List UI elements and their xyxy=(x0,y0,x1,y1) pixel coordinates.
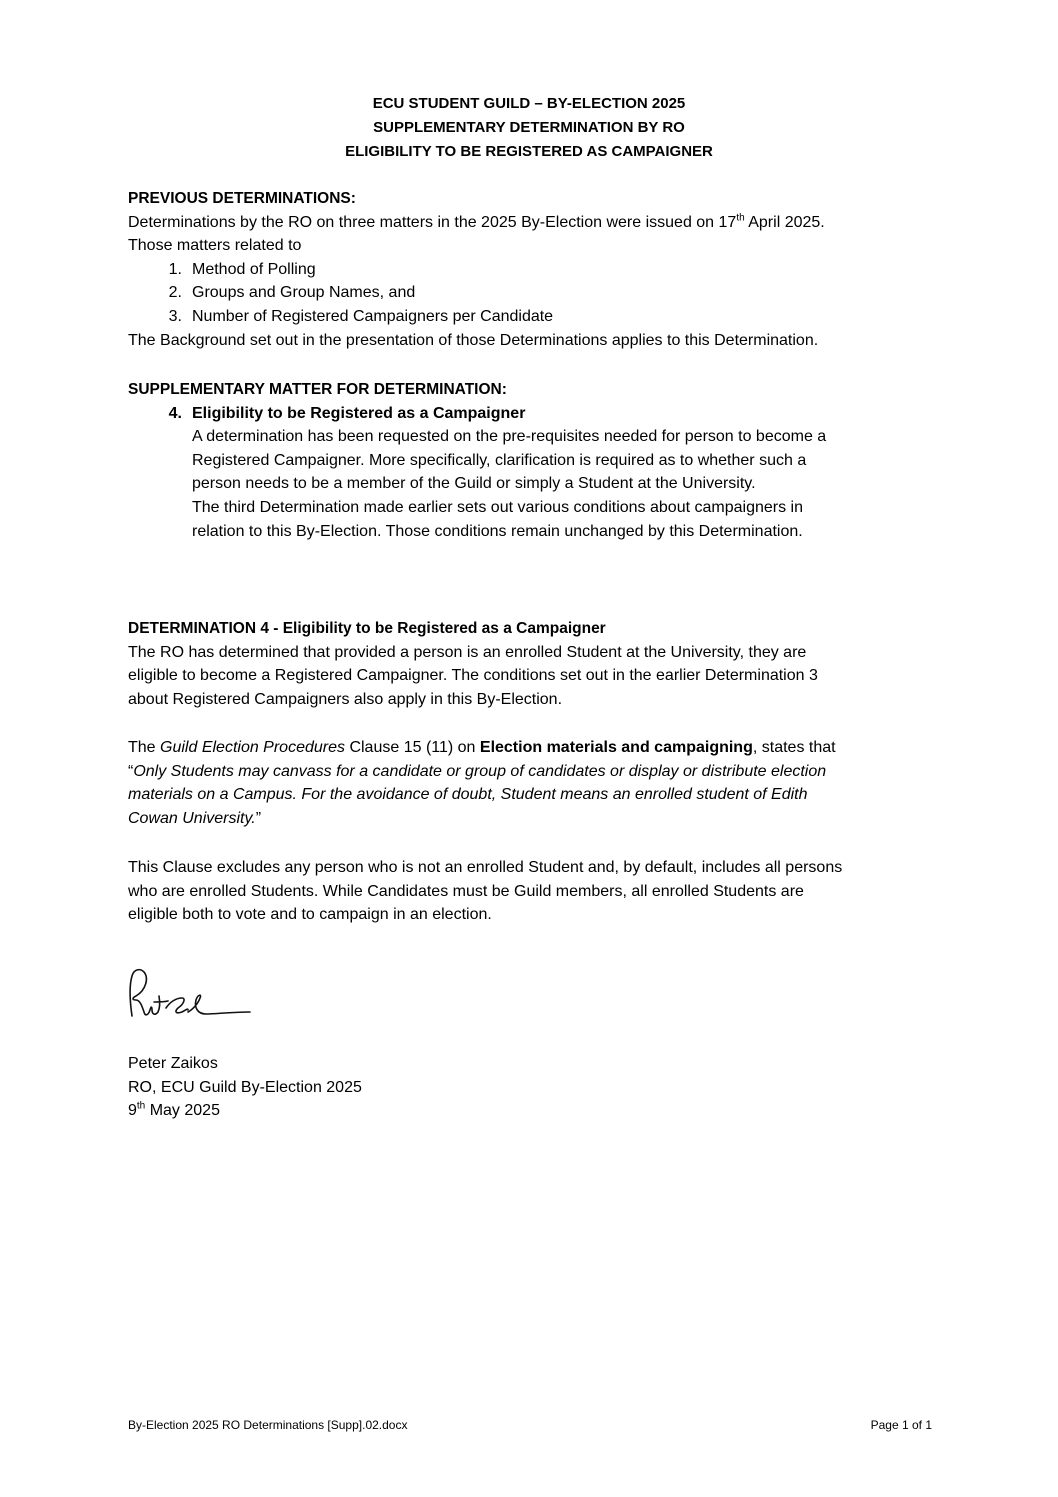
previous-heading: PREVIOUS DETERMINATIONS: xyxy=(128,190,356,207)
footer-filename: By-Election 2025 RO Determinations [Supp].02.docx xyxy=(128,1418,408,1432)
list-item: 3. Number of Registered Campaigners per Candidate xyxy=(168,307,554,325)
supplementary-item-title: 4. Eligibility to be Registered as a Campaigner xyxy=(168,404,526,422)
supplementary-body xyxy=(128,425,928,543)
clause-quote-line: Cowan University.” xyxy=(128,809,262,827)
determination-paragraph-2 xyxy=(128,736,928,830)
supplementary-line: person needs to be a member of the Guild or simply a Student at the University. xyxy=(192,475,756,493)
signatory-name: Peter Zaikos xyxy=(128,1055,218,1072)
determination-paragraph-3 xyxy=(128,856,928,927)
previous-intro: Determinations by the RO on three matters in the 2025 By-Election were issued on 17th April 2025. xyxy=(128,212,825,231)
supplementary-heading: SUPPLEMENTARY MATTER FOR DETERMINATION: xyxy=(128,381,507,398)
paragraph-line: This Clause excludes any person who is not an enrolled Student and, by default, includes all persons xyxy=(128,859,843,876)
clause-quote-line: “Only Students may canvass for a candidate or group of candidates or display or distribute election xyxy=(128,762,827,780)
paragraph-line: The RO has determined that provided a person is an enrolled Student at the University, they are xyxy=(128,643,807,661)
title-line-2: SUPPLEMENTARY DETERMINATION BY RO xyxy=(373,119,685,136)
clause-quote-line: materials on a Campus. For the avoidance of doubt, Student means an enrolled student of Edith xyxy=(128,786,808,804)
handwritten-signature xyxy=(126,966,256,1030)
determination-section xyxy=(128,617,928,711)
supplementary-line: relation to this By-Election. Those conditions remain unchanged by this Determination. xyxy=(192,522,803,540)
clause-reference: The Guild Election Procedures Clause 15 (11) on Election materials and campaigning, states that xyxy=(128,739,836,756)
previous-matters-list xyxy=(128,258,928,329)
paragraph-line: who are enrolled Students. While Candidates must be Guild members, all enrolled Students are xyxy=(128,882,804,900)
signoff-block xyxy=(128,1052,928,1123)
footer-page-number: Page 1 of 1 xyxy=(870,1418,932,1432)
title-line-3: ELIGIBILITY TO BE REGISTERED AS CAMPAIGNER xyxy=(345,143,713,160)
paragraph-line: eligible both to vote and to campaign in an election. xyxy=(128,906,492,924)
supplementary-line: The third Determination made earlier sets out various conditions about campaigners in xyxy=(192,498,803,516)
supplementary-section xyxy=(128,378,928,543)
paragraph-line: about Registered Campaigners also apply in this By-Election. xyxy=(128,690,563,708)
determination-paragraph-1 xyxy=(128,641,928,712)
signoff-date: 9th May 2025 xyxy=(128,1100,220,1120)
previous-background: The Background set out in the presentation of those Determinations applies to this Determination. xyxy=(128,331,819,349)
signatory-role: RO, ECU Guild By-Election 2025 xyxy=(128,1078,362,1096)
determination-heading: DETERMINATION 4 - Eligibility to be Registered as a Campaigner xyxy=(128,620,606,637)
document-title xyxy=(0,92,1058,164)
title-line-1: ECU STUDENT GUILD – BY-ELECTION 2025 xyxy=(372,95,686,112)
paragraph-line: eligible to become a Registered Campaigner. The conditions set out in the earlier Determination 3 xyxy=(128,667,818,685)
supplementary-line: A determination has been requested on the pre-requisites needed for person to become a xyxy=(192,428,827,446)
supplementary-line: Registered Campaigner. More specifically, clarification is required as to whether such a xyxy=(192,451,807,469)
list-item: 1. Method of Polling xyxy=(168,260,316,278)
list-item: 2. Groups and Group Names, and xyxy=(168,284,416,302)
previous-determinations-section xyxy=(128,187,928,352)
previous-intro-line-2: Those matters related to xyxy=(128,237,302,255)
